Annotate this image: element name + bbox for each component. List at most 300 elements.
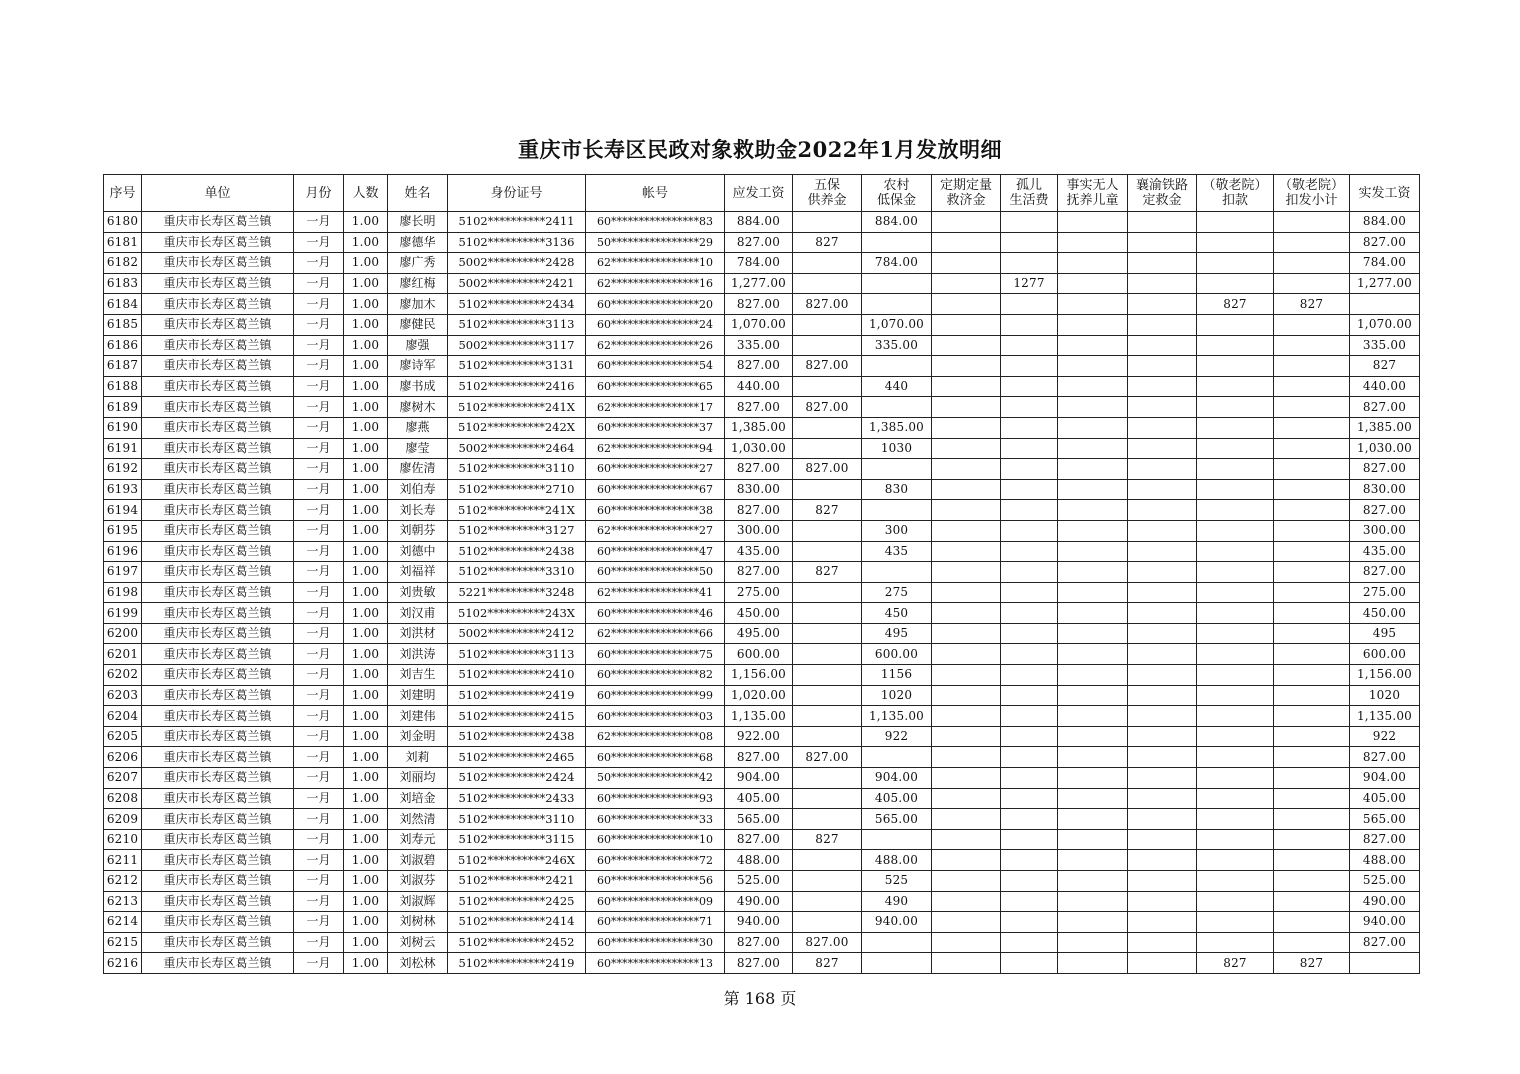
cell-five-guarantee xyxy=(793,582,862,603)
column-header-orphan: 孤儿 生活费 xyxy=(1001,175,1058,212)
cell-payable: 565.00 xyxy=(725,809,793,830)
cell-railway-relief xyxy=(1128,562,1197,583)
cell-unsupported-child xyxy=(1058,747,1128,768)
cell-unit: 重庆市长寿区葛兰镇 xyxy=(142,500,294,521)
cell-serial: 6210 xyxy=(104,829,142,850)
cell-rural-dibao xyxy=(862,500,932,521)
cell-name: 刘培金 xyxy=(388,788,448,809)
cell-count: 1.00 xyxy=(344,685,388,706)
cell-rural-dibao xyxy=(862,273,932,294)
cell-five-guarantee xyxy=(793,273,862,294)
cell-net-pay: 440.00 xyxy=(1350,376,1420,397)
cell-id-number: 5102**********3131 xyxy=(448,356,586,377)
cell-net-pay: 1,070.00 xyxy=(1350,314,1420,335)
cell-nursing-deduction xyxy=(1197,747,1274,768)
cell-unsupported-child xyxy=(1058,768,1128,789)
cell-month: 一月 xyxy=(294,376,344,397)
cell-payable: 300.00 xyxy=(725,520,793,541)
cell-rural-dibao xyxy=(862,294,932,315)
cell-payable: 827.00 xyxy=(725,953,793,974)
cell-count: 1.00 xyxy=(344,809,388,830)
cell-name: 廖书成 xyxy=(388,376,448,397)
cell-payable: 275.00 xyxy=(725,582,793,603)
table-row xyxy=(104,726,1420,747)
cell-serial: 6200 xyxy=(104,623,142,644)
column-header-rural-dibao: 农村 低保金 xyxy=(862,175,932,212)
cell-id-number: 5102**********243X xyxy=(448,603,586,624)
cell-regular-relief xyxy=(932,438,1001,459)
cell-serial: 6204 xyxy=(104,706,142,727)
table-row xyxy=(104,376,1420,397)
cell-unit: 重庆市长寿区葛兰镇 xyxy=(142,829,294,850)
cell-account: 60****************82 xyxy=(586,665,725,686)
cell-nursing-subtotal xyxy=(1274,582,1350,603)
cell-five-guarantee xyxy=(793,212,862,233)
cell-unsupported-child xyxy=(1058,253,1128,274)
cell-serial: 6215 xyxy=(104,932,142,953)
cell-nursing-deduction xyxy=(1197,623,1274,644)
cell-nursing-deduction xyxy=(1197,335,1274,356)
cell-rural-dibao: 904.00 xyxy=(862,768,932,789)
cell-unsupported-child xyxy=(1058,273,1128,294)
cell-rural-dibao xyxy=(862,747,932,768)
table-row xyxy=(104,768,1420,789)
cell-nursing-deduction xyxy=(1197,376,1274,397)
table-row xyxy=(104,541,1420,562)
table-row xyxy=(104,212,1420,233)
cell-unit: 重庆市长寿区葛兰镇 xyxy=(142,850,294,871)
cell-unsupported-child xyxy=(1058,932,1128,953)
cell-regular-relief xyxy=(932,500,1001,521)
cell-five-guarantee xyxy=(793,417,862,438)
cell-month: 一月 xyxy=(294,706,344,727)
cell-payable: 440.00 xyxy=(725,376,793,397)
cell-regular-relief xyxy=(932,809,1001,830)
cell-five-guarantee xyxy=(793,665,862,686)
cell-rural-dibao: 565.00 xyxy=(862,809,932,830)
cell-rural-dibao: 1,070.00 xyxy=(862,314,932,335)
cell-unit: 重庆市长寿区葛兰镇 xyxy=(142,788,294,809)
cell-id-number: 5102**********241X xyxy=(448,397,586,418)
cell-railway-relief xyxy=(1128,397,1197,418)
cell-orphan xyxy=(1001,335,1058,356)
cell-serial: 6209 xyxy=(104,809,142,830)
cell-orphan xyxy=(1001,912,1058,933)
cell-payable: 1,030.00 xyxy=(725,438,793,459)
cell-account: 60****************50 xyxy=(586,562,725,583)
cell-name: 刘金明 xyxy=(388,726,448,747)
cell-railway-relief xyxy=(1128,788,1197,809)
cell-nursing-deduction xyxy=(1197,562,1274,583)
cell-orphan xyxy=(1001,232,1058,253)
cell-railway-relief xyxy=(1128,912,1197,933)
cell-net-pay: 940.00 xyxy=(1350,912,1420,933)
cell-count: 1.00 xyxy=(344,314,388,335)
cell-account: 62****************08 xyxy=(586,726,725,747)
cell-unsupported-child xyxy=(1058,562,1128,583)
cell-month: 一月 xyxy=(294,212,344,233)
cell-month: 一月 xyxy=(294,809,344,830)
cell-five-guarantee xyxy=(793,726,862,747)
table-row xyxy=(104,582,1420,603)
cell-five-guarantee xyxy=(793,253,862,274)
cell-net-pay: 490.00 xyxy=(1350,891,1420,912)
cell-id-number: 5002**********3117 xyxy=(448,335,586,356)
cell-rural-dibao: 300 xyxy=(862,520,932,541)
cell-id-number: 5102**********2434 xyxy=(448,294,586,315)
cell-name: 刘然清 xyxy=(388,809,448,830)
cell-account: 60****************99 xyxy=(586,685,725,706)
cell-nursing-deduction: 827 xyxy=(1197,953,1274,974)
cell-month: 一月 xyxy=(294,356,344,377)
table-row xyxy=(104,438,1420,459)
cell-regular-relief xyxy=(932,829,1001,850)
cell-serial: 6187 xyxy=(104,356,142,377)
table-row xyxy=(104,809,1420,830)
cell-payable: 827.00 xyxy=(725,932,793,953)
cell-count: 1.00 xyxy=(344,850,388,871)
cell-month: 一月 xyxy=(294,603,344,624)
cell-rural-dibao: 525 xyxy=(862,871,932,892)
cell-unsupported-child xyxy=(1058,294,1128,315)
cell-serial: 6201 xyxy=(104,644,142,665)
cell-nursing-deduction xyxy=(1197,253,1274,274)
cell-id-number: 5221**********3248 xyxy=(448,582,586,603)
cell-serial: 6202 xyxy=(104,665,142,686)
cell-account: 60****************47 xyxy=(586,541,725,562)
cell-five-guarantee xyxy=(793,685,862,706)
cell-count: 1.00 xyxy=(344,891,388,912)
cell-nursing-subtotal xyxy=(1274,829,1350,850)
table-row xyxy=(104,314,1420,335)
cell-orphan xyxy=(1001,294,1058,315)
cell-unsupported-child xyxy=(1058,685,1128,706)
cell-name: 廖德华 xyxy=(388,232,448,253)
cell-id-number: 5102**********2421 xyxy=(448,871,586,892)
cell-regular-relief xyxy=(932,891,1001,912)
cell-net-pay: 435.00 xyxy=(1350,541,1420,562)
cell-railway-relief xyxy=(1128,582,1197,603)
cell-orphan xyxy=(1001,871,1058,892)
cell-rural-dibao: 600.00 xyxy=(862,644,932,665)
cell-name: 刘吉生 xyxy=(388,665,448,686)
cell-rural-dibao: 405.00 xyxy=(862,788,932,809)
cell-month: 一月 xyxy=(294,747,344,768)
cell-regular-relief xyxy=(932,665,1001,686)
cell-railway-relief xyxy=(1128,809,1197,830)
table-row xyxy=(104,953,1420,974)
cell-regular-relief xyxy=(932,479,1001,500)
cell-id-number: 5102**********3127 xyxy=(448,520,586,541)
cell-count: 1.00 xyxy=(344,726,388,747)
cell-regular-relief xyxy=(932,912,1001,933)
cell-orphan xyxy=(1001,314,1058,335)
cell-net-pay: 922 xyxy=(1350,726,1420,747)
cell-payable: 784.00 xyxy=(725,253,793,274)
cell-nursing-subtotal xyxy=(1274,623,1350,644)
cell-rural-dibao xyxy=(862,356,932,377)
cell-month: 一月 xyxy=(294,850,344,871)
cell-serial: 6192 xyxy=(104,459,142,480)
column-header-nursing-deduction: （敬老院） 扣款 xyxy=(1197,175,1274,212)
cell-nursing-subtotal xyxy=(1274,768,1350,789)
cell-nursing-subtotal xyxy=(1274,891,1350,912)
cell-unsupported-child xyxy=(1058,438,1128,459)
cell-unsupported-child xyxy=(1058,623,1128,644)
cell-id-number: 5102**********246X xyxy=(448,850,586,871)
cell-name: 刘长寿 xyxy=(388,500,448,521)
cell-name: 刘贵敏 xyxy=(388,582,448,603)
cell-unsupported-child xyxy=(1058,314,1128,335)
cell-serial: 6184 xyxy=(104,294,142,315)
cell-nursing-subtotal xyxy=(1274,459,1350,480)
cell-five-guarantee: 827 xyxy=(793,829,862,850)
cell-account: 60****************33 xyxy=(586,809,725,830)
cell-nursing-subtotal xyxy=(1274,253,1350,274)
cell-net-pay: 827.00 xyxy=(1350,562,1420,583)
cell-net-pay: 884.00 xyxy=(1350,212,1420,233)
cell-count: 1.00 xyxy=(344,253,388,274)
cell-month: 一月 xyxy=(294,294,344,315)
cell-net-pay: 275.00 xyxy=(1350,582,1420,603)
cell-id-number: 5102**********2410 xyxy=(448,665,586,686)
cell-nursing-subtotal xyxy=(1274,500,1350,521)
cell-unit: 重庆市长寿区葛兰镇 xyxy=(142,335,294,356)
cell-net-pay: 827 xyxy=(1350,356,1420,377)
cell-unsupported-child xyxy=(1058,376,1128,397)
cell-net-pay: 565.00 xyxy=(1350,809,1420,830)
cell-account: 60****************75 xyxy=(586,644,725,665)
cell-unsupported-child xyxy=(1058,788,1128,809)
cell-unit: 重庆市长寿区葛兰镇 xyxy=(142,706,294,727)
column-header-nursing-subtotal: （敬老院） 扣发小计 xyxy=(1274,175,1350,212)
cell-payable: 827.00 xyxy=(725,459,793,480)
cell-net-pay: 827.00 xyxy=(1350,397,1420,418)
cell-orphan xyxy=(1001,891,1058,912)
cell-nursing-subtotal: 827 xyxy=(1274,294,1350,315)
cell-serial: 6198 xyxy=(104,582,142,603)
cell-rural-dibao: 940.00 xyxy=(862,912,932,933)
cell-railway-relief xyxy=(1128,212,1197,233)
cell-id-number: 5102**********2425 xyxy=(448,891,586,912)
cell-payable: 827.00 xyxy=(725,232,793,253)
cell-railway-relief xyxy=(1128,459,1197,480)
cell-month: 一月 xyxy=(294,335,344,356)
cell-orphan xyxy=(1001,706,1058,727)
cell-serial: 6203 xyxy=(104,685,142,706)
cell-rural-dibao: 435 xyxy=(862,541,932,562)
cell-name: 刘莉 xyxy=(388,747,448,768)
cell-rural-dibao: 784.00 xyxy=(862,253,932,274)
cell-orphan xyxy=(1001,459,1058,480)
cell-month: 一月 xyxy=(294,768,344,789)
cell-account: 50****************42 xyxy=(586,768,725,789)
table-row xyxy=(104,891,1420,912)
cell-payable: 827.00 xyxy=(725,294,793,315)
cell-unsupported-child xyxy=(1058,603,1128,624)
cell-month: 一月 xyxy=(294,520,344,541)
cell-net-pay: 827.00 xyxy=(1350,232,1420,253)
cell-railway-relief xyxy=(1128,871,1197,892)
cell-net-pay: 1,385.00 xyxy=(1350,417,1420,438)
cell-month: 一月 xyxy=(294,582,344,603)
cell-net-pay: 488.00 xyxy=(1350,850,1420,871)
cell-serial: 6181 xyxy=(104,232,142,253)
cell-account: 60****************54 xyxy=(586,356,725,377)
cell-net-pay: 827.00 xyxy=(1350,932,1420,953)
cell-net-pay: 600.00 xyxy=(1350,644,1420,665)
cell-regular-relief xyxy=(932,788,1001,809)
cell-regular-relief xyxy=(932,273,1001,294)
cell-id-number: 5102**********2414 xyxy=(448,912,586,933)
cell-five-guarantee xyxy=(793,438,862,459)
cell-orphan xyxy=(1001,479,1058,500)
cell-month: 一月 xyxy=(294,438,344,459)
cell-railway-relief xyxy=(1128,850,1197,871)
cell-regular-relief xyxy=(932,314,1001,335)
cell-serial: 6211 xyxy=(104,850,142,871)
cell-regular-relief xyxy=(932,726,1001,747)
cell-name: 廖红梅 xyxy=(388,273,448,294)
column-header-name: 姓名 xyxy=(388,175,448,212)
cell-nursing-subtotal xyxy=(1274,232,1350,253)
table-row xyxy=(104,294,1420,315)
cell-regular-relief xyxy=(932,253,1001,274)
cell-unit: 重庆市长寿区葛兰镇 xyxy=(142,438,294,459)
cell-railway-relief xyxy=(1128,829,1197,850)
cell-orphan xyxy=(1001,417,1058,438)
cell-account: 60****************37 xyxy=(586,417,725,438)
cell-unit: 重庆市长寿区葛兰镇 xyxy=(142,356,294,377)
cell-nursing-deduction xyxy=(1197,891,1274,912)
column-header-id-number: 身份证号 xyxy=(448,175,586,212)
cell-nursing-subtotal xyxy=(1274,356,1350,377)
cell-month: 一月 xyxy=(294,479,344,500)
cell-net-pay: 827.00 xyxy=(1350,500,1420,521)
cell-nursing-subtotal xyxy=(1274,644,1350,665)
cell-month: 一月 xyxy=(294,829,344,850)
cell-orphan xyxy=(1001,809,1058,830)
cell-unit: 重庆市长寿区葛兰镇 xyxy=(142,768,294,789)
table-row xyxy=(104,273,1420,294)
cell-rural-dibao xyxy=(862,932,932,953)
cell-account: 60****************27 xyxy=(586,459,725,480)
cell-regular-relief xyxy=(932,768,1001,789)
cell-regular-relief xyxy=(932,706,1001,727)
cell-nursing-subtotal xyxy=(1274,726,1350,747)
cell-unsupported-child xyxy=(1058,479,1128,500)
cell-nursing-deduction xyxy=(1197,603,1274,624)
cell-name: 刘树林 xyxy=(388,912,448,933)
cell-count: 1.00 xyxy=(344,912,388,933)
cell-month: 一月 xyxy=(294,232,344,253)
cell-orphan xyxy=(1001,644,1058,665)
cell-unsupported-child xyxy=(1058,829,1128,850)
cell-nursing-deduction xyxy=(1197,768,1274,789)
cell-railway-relief xyxy=(1128,294,1197,315)
cell-regular-relief xyxy=(932,335,1001,356)
cell-orphan xyxy=(1001,768,1058,789)
column-header-net-pay: 实发工资 xyxy=(1350,175,1420,212)
cell-five-guarantee: 827 xyxy=(793,500,862,521)
column-header-month: 月份 xyxy=(294,175,344,212)
cell-five-guarantee xyxy=(793,314,862,335)
cell-nursing-subtotal xyxy=(1274,603,1350,624)
cell-id-number: 5102**********242X xyxy=(448,417,586,438)
cell-account: 62****************26 xyxy=(586,335,725,356)
cell-orphan xyxy=(1001,500,1058,521)
cell-id-number: 5102**********2411 xyxy=(448,212,586,233)
cell-id-number: 5102**********2452 xyxy=(448,932,586,953)
cell-nursing-subtotal xyxy=(1274,809,1350,830)
cell-month: 一月 xyxy=(294,562,344,583)
cell-regular-relief xyxy=(932,562,1001,583)
cell-rural-dibao: 495 xyxy=(862,623,932,644)
cell-account: 60****************09 xyxy=(586,891,725,912)
table-row xyxy=(104,829,1420,850)
cell-net-pay: 1,156.00 xyxy=(1350,665,1420,686)
cell-serial: 6193 xyxy=(104,479,142,500)
cell-unit: 重庆市长寿区葛兰镇 xyxy=(142,212,294,233)
table-row xyxy=(104,335,1420,356)
cell-net-pay: 495 xyxy=(1350,623,1420,644)
cell-five-guarantee xyxy=(793,335,862,356)
cell-payable: 1,156.00 xyxy=(725,665,793,686)
cell-five-guarantee: 827.00 xyxy=(793,459,862,480)
cell-unsupported-child xyxy=(1058,850,1128,871)
cell-orphan xyxy=(1001,541,1058,562)
table-row xyxy=(104,603,1420,624)
cell-count: 1.00 xyxy=(344,768,388,789)
cell-name: 廖树木 xyxy=(388,397,448,418)
cell-five-guarantee: 827 xyxy=(793,953,862,974)
cell-net-pay: 335.00 xyxy=(1350,335,1420,356)
column-header-unit: 单位 xyxy=(142,175,294,212)
cell-five-guarantee xyxy=(793,520,862,541)
cell-payable: 884.00 xyxy=(725,212,793,233)
cell-payable: 827.00 xyxy=(725,356,793,377)
cell-unit: 重庆市长寿区葛兰镇 xyxy=(142,665,294,686)
table-header-row xyxy=(104,175,1420,212)
cell-id-number: 5002**********2412 xyxy=(448,623,586,644)
cell-payable: 405.00 xyxy=(725,788,793,809)
cell-five-guarantee xyxy=(793,850,862,871)
cell-five-guarantee: 827.00 xyxy=(793,747,862,768)
cell-payable: 1,277.00 xyxy=(725,273,793,294)
cell-orphan xyxy=(1001,376,1058,397)
cell-net-pay: 827.00 xyxy=(1350,747,1420,768)
cell-nursing-deduction xyxy=(1197,417,1274,438)
cell-rural-dibao: 440 xyxy=(862,376,932,397)
cell-unsupported-child xyxy=(1058,706,1128,727)
cell-unit: 重庆市长寿区葛兰镇 xyxy=(142,273,294,294)
page-title: 重庆市长寿区民政对象救助金2022年1月发放明细 xyxy=(517,137,1003,162)
cell-count: 1.00 xyxy=(344,541,388,562)
cell-serial: 6195 xyxy=(104,520,142,541)
cell-month: 一月 xyxy=(294,726,344,747)
cell-id-number: 5102**********2438 xyxy=(448,726,586,747)
cell-month: 一月 xyxy=(294,953,344,974)
cell-id-number: 5102**********3115 xyxy=(448,829,586,850)
cell-railway-relief xyxy=(1128,603,1197,624)
cell-name: 刘朝芬 xyxy=(388,520,448,541)
cell-name: 刘伯寿 xyxy=(388,479,448,500)
column-header-railway-relief: 襄渝铁路 定救金 xyxy=(1128,175,1197,212)
cell-account: 62****************27 xyxy=(586,520,725,541)
cell-nursing-subtotal xyxy=(1274,871,1350,892)
cell-payable: 488.00 xyxy=(725,850,793,871)
cell-nursing-deduction xyxy=(1197,397,1274,418)
